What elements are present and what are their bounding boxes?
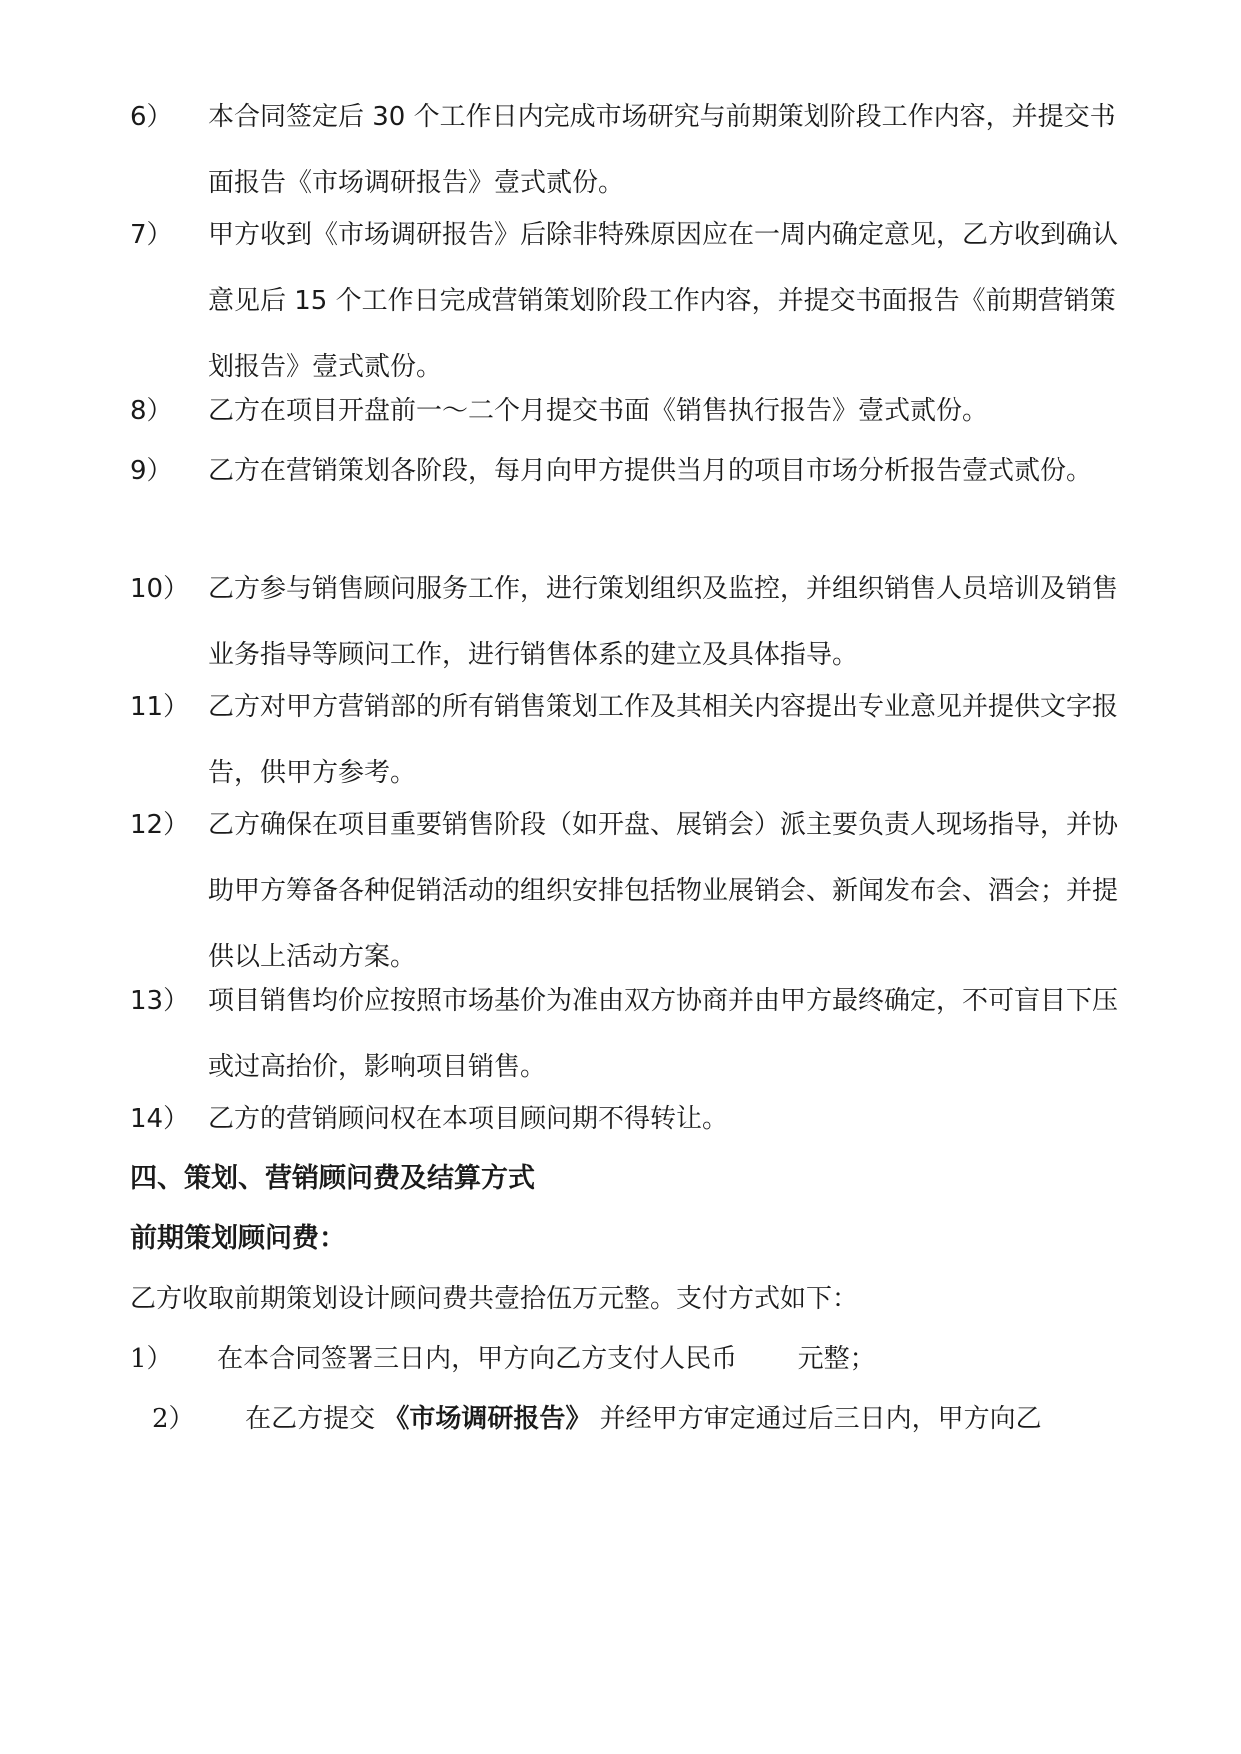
clause-text: 本合同签定后 30 个工作日内完成市场研究与前期策划阶段工作内容，并提交书面报告《市场调研报告》壹式贰份。 xyxy=(208,102,1116,198)
clause-text: 乙方在营销策划各阶段，每月向甲方提供当月的项目市场分析报告壹式贰份。 xyxy=(208,456,1093,486)
clause-text: 乙方参与销售顾问服务工作，进行策划组织及监控，并组织销售人员培训及销售业务指导等顾问工作，进行销售体系的建立及具体指导。 xyxy=(208,574,1119,670)
payment-intro: 乙方收取前期策划设计顾问费共壹拾伍万元整。支付方式如下： xyxy=(130,1284,859,1314)
payment-number: 1） xyxy=(130,1344,173,1374)
clause-number: 9） xyxy=(130,456,173,486)
clause-text: 乙方在项目开盘前一～二个月提交书面《销售执行报告》壹式贰份。 xyxy=(208,396,989,426)
clause-number: 7） xyxy=(130,220,173,250)
report-title: 《市场调研报告》 xyxy=(383,1404,592,1434)
clause-text: 乙方的营销顾问权在本项目顾问期不得转让。 xyxy=(208,1104,729,1134)
clause-text: 乙方确保在项目重要销售阶段（如开盘、展销会）派主要负责人现场指导，并协助甲方筹备各种促销活动的组织安排包括物业展销会、新闻发布会、酒会；并提供以上活动方案。 xyxy=(208,810,1119,972)
clause-number: 6） xyxy=(130,102,173,132)
clause-text: 甲方收到《市场调研报告》后除非特殊原因应在一周内确定意见，乙方收到确认意见后 15 个工作日完成营销策划阶段工作内容，并提交书面报告《前期营销策划报告》壹式贰份。 xyxy=(208,220,1119,382)
payment-item-1 xyxy=(130,1326,876,1392)
subheading: 前期策划顾问费： xyxy=(130,1223,346,1254)
section-heading: 四、策划、营销顾问费及结算方式 xyxy=(130,1163,535,1194)
clause-text: 项目销售均价应按照市场基价为准由双方协商并由甲方最终确定，不可盲目下压或过高抬价，影响项目销售。 xyxy=(208,986,1119,1082)
clause-text: 乙方对甲方营销部的所有销售策划工作及其相关内容提出专业意见并提供文字报告，供甲方参考。 xyxy=(208,692,1119,788)
payment-text: 在本合同签署三日内，甲方向乙方支付人民币 xyxy=(217,1344,738,1374)
clause-number: 13） xyxy=(130,986,190,1016)
payment-number: 2） xyxy=(152,1404,195,1434)
clause-number: 11） xyxy=(130,692,190,722)
payment-item-2 xyxy=(152,1386,1042,1452)
payment-text-end: 元整； xyxy=(797,1344,876,1374)
clause-number: 10） xyxy=(130,574,190,604)
payment-text: 在乙方提交 xyxy=(245,1404,376,1434)
payment-text-end: 并经甲方审定通过后三日内，甲方向乙 xyxy=(599,1404,1042,1434)
clause-number: 14） xyxy=(130,1104,190,1134)
clause-number: 12） xyxy=(130,810,190,840)
clause-number: 8） xyxy=(130,396,173,426)
